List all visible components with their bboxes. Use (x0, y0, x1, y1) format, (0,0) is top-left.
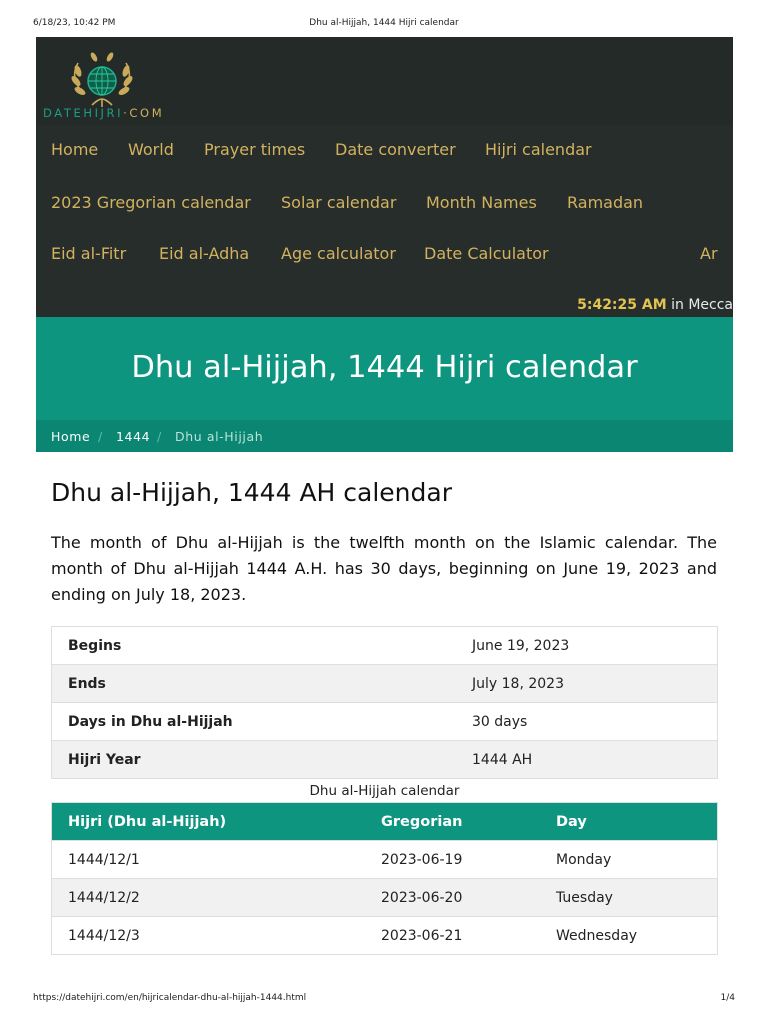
table-row (52, 741, 718, 779)
table-row (52, 879, 718, 917)
nav-age-calculator[interactable]: Age calculator (281, 244, 396, 263)
breadcrumb-home[interactable]: Home (51, 429, 91, 444)
hero-banner (36, 317, 733, 420)
nav-eid-al-adha[interactable]: Eid al-Adha (159, 244, 250, 263)
table-row (52, 627, 718, 665)
weekday-cell: Monday (540, 841, 718, 879)
info-value: 30 days (456, 703, 718, 741)
nav-solar-calendar[interactable]: Solar calendar (281, 193, 397, 212)
table-header-row (52, 803, 718, 841)
logo-wordmark: DATEHIJRI·COM (43, 106, 165, 120)
nav-hijri-calendar[interactable]: Hijri calendar (485, 140, 592, 159)
nav-ramadan[interactable]: Ramadan (567, 193, 644, 212)
breadcrumb-separator: / (98, 429, 103, 444)
print-page-number: 1/4 (720, 993, 735, 1003)
info-label: Days in Dhu al-Hijjah (52, 703, 457, 741)
print-datetime: 6/18/23, 10:42 PM (33, 18, 116, 28)
hero-title: Dhu al-Hijjah, 1444 Hijri calendar (131, 350, 638, 385)
print-header (0, 18, 768, 32)
nav-arabic-language[interactable]: Ar (700, 244, 718, 263)
print-page-title: Dhu al-Hijjah, 1444 Hijri calendar (309, 18, 459, 28)
globe-wreath-logo-icon (66, 49, 138, 111)
table-row (52, 703, 718, 741)
info-label: Begins (52, 627, 457, 665)
breadcrumb-year[interactable]: 1444 (116, 429, 151, 444)
clock-time: 5:42:25 AM (577, 297, 667, 313)
nav-prayer-times[interactable]: Prayer times (204, 140, 306, 159)
weekday-cell: Tuesday (540, 879, 718, 917)
hijri-date-cell: 1444/12/1 (52, 841, 366, 879)
gregorian-date-cell: 2023-06-21 (365, 917, 540, 955)
info-label: Ends (52, 665, 457, 703)
clock-location: in Mecca (671, 297, 733, 313)
nav-month-names[interactable]: Month Names (426, 193, 537, 212)
month-info-table (51, 626, 718, 779)
calendar-table (51, 802, 718, 955)
weekday-cell: Wednesday (540, 917, 718, 955)
breadcrumb-current: Dhu al-Hijjah (175, 429, 264, 444)
breadcrumb (36, 420, 733, 452)
info-label: Hijri Year (52, 741, 457, 779)
gregorian-date-cell: 2023-06-19 (365, 841, 540, 879)
column-header-gregorian: Gregorian (365, 803, 540, 841)
hijri-date-cell: 1444/12/3 (52, 917, 366, 955)
print-footer (0, 993, 768, 1007)
logo-area[interactable] (36, 37, 733, 125)
breadcrumb-separator: / (157, 429, 162, 444)
table-row (52, 917, 718, 955)
site-header (36, 37, 733, 317)
table-row (52, 665, 718, 703)
nav-date-calculator[interactable]: Date Calculator (424, 244, 549, 263)
table-row (52, 841, 718, 879)
nav-eid-al-fitr[interactable]: Eid al-Fitr (51, 244, 127, 263)
info-value: 1444 AH (456, 741, 718, 779)
calendar-caption: Dhu al-Hijjah calendar (309, 783, 460, 799)
column-header-day: Day (540, 803, 718, 841)
info-value: July 18, 2023 (456, 665, 718, 703)
nav-date-converter[interactable]: Date converter (335, 140, 456, 159)
hijri-date-cell: 1444/12/2 (52, 879, 366, 917)
nav-home[interactable]: Home (51, 140, 99, 159)
info-value: June 19, 2023 (456, 627, 718, 665)
column-header-hijri: Hijri (Dhu al-Hijjah) (52, 803, 366, 841)
gregorian-date-cell: 2023-06-20 (365, 879, 540, 917)
content-title: Dhu al-Hijjah, 1444 AH calendar (51, 478, 452, 507)
mecca-clock (577, 297, 733, 313)
nav-world[interactable]: World (128, 140, 174, 159)
intro-paragraph: The month of Dhu al-Hijjah is the twelfth month on the Islamic calendar. The month of Dhu al-Hijjah 1444 A.H. has 30 days, beginning on June 19, 2023 and ending on July 18, 2023. (51, 533, 717, 604)
print-url: https://datehijri.com/en/hijricalendar-dhu-al-hijjah-1444.html (33, 993, 307, 1003)
nav-gregorian-calendar[interactable]: 2023 Gregorian calendar (51, 193, 251, 212)
